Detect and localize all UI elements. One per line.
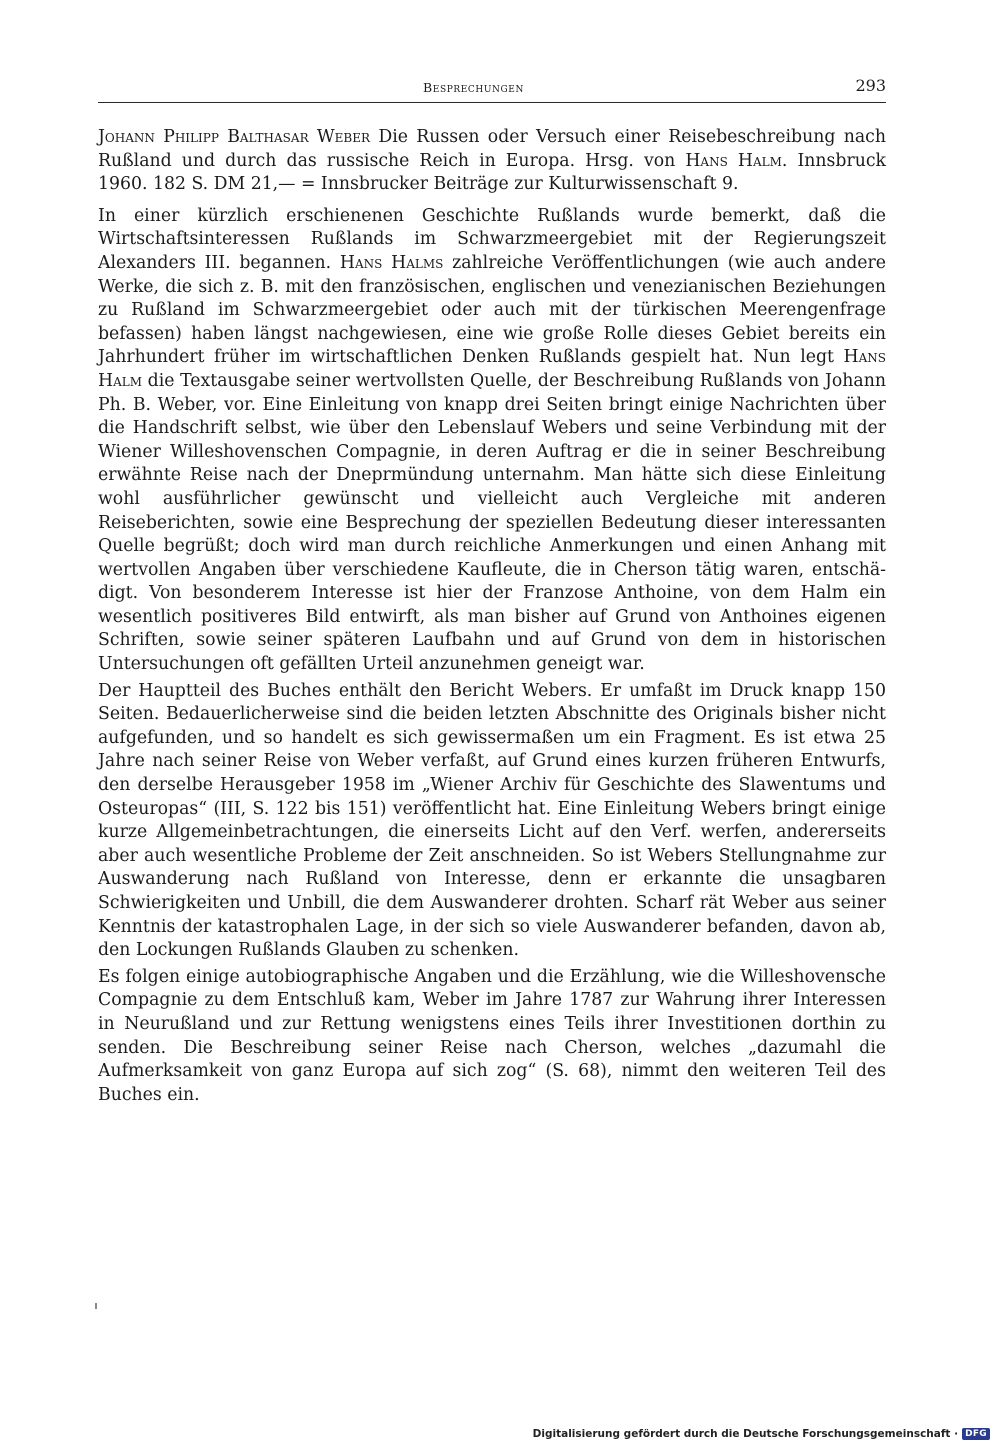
book-citation	[98, 126, 886, 197]
paragraph-1-name-1: Hans Halms	[339, 252, 444, 273]
citation-editor: Hans Halm	[685, 150, 782, 171]
page	[98, 72, 886, 1110]
paragraph-1-name-2: Hans Halm	[98, 347, 886, 391]
running-title: Besprechungen	[423, 80, 524, 95]
scan-speck	[95, 1303, 97, 1309]
paragraph-1	[98, 205, 886, 677]
dfg-logo-icon: DFG	[962, 1428, 990, 1440]
citation-text-1: Die Russen oder Versuch einer Reisebeschreibung nach Rußland und durch das russische Reich in Europa. Hrsg. von	[98, 127, 886, 171]
page-number: 293	[855, 76, 886, 95]
page-header	[98, 72, 886, 103]
paragraph-1-text-2: zahlreiche Veröffentlichungen (wie auch andere Werke, die sich z. B. mit den französischen, englischen und venezianischen Beziehungen zu Rußland im Schwarzmeergebiet oder auch mit der türkischen Meerengenfrage befassen) haben längst nachgewiesen, eine wie große Rolle dieses Gebiet bereits ein Jahrhundert früher im wirtschaftlichen Denken Rußlands gespielt hat. Nun legt	[98, 252, 886, 368]
citation-author: Johann Philipp Balthasar Weber	[98, 127, 371, 147]
paragraph-3: Es folgen einige autobiographische Angaben und die Erzählung, wie die Willeshovensche Compagnie zu dem Entschluß kam, Weber im Jahre 1787 zur Wahrung ihrer Interessen in Neurußland und zur Rettung wenigstens eines Teils ihrer Investitionen dorthin zu senden. Die Beschreibung seiner Reise nach Cherson, welches „dazumahl die Aufmerksamkeit von ganz Europa auf sich zog“ (S. 68), nimmt den weiteren Teil des Buches ein.	[98, 966, 886, 1105]
article-body	[98, 126, 886, 1107]
footer-text: Digitalisierung gefördert durch die Deutsche Forschungsgemeinschaft ·	[532, 1428, 959, 1440]
paragraph-1-text-1: In einer kürzlich erschienenen Geschichte Rußlands wurde bemerkt, daß die Wirtschaftsinteressen Rußlands im Schwarzmeergebiet mit der Regierungszeit Alexanders III. begannen.	[98, 205, 886, 273]
paragraph-2: Der Hauptteil des Buches enthält den Bericht Webers. Er umfaßt im Druck knapp 150 Seiten. Bedauerlicherweise sind die beiden letzten Abschnitte des Originals bisher nicht aufgefunden, und so handelt es sich gewissermaßen um ein Fragment. Es ist etwa 25 Jahre nach seiner Reise von Weber verfaßt, auf Grund eines kurzen früheren Entwurfs, den derselbe Herausgeber 1958 im „Wiener Archiv für Geschichte des Slawentums und Osteuropas“ (III, S. 122 bis 151) veröffentlicht hat. Eine Einleitung Webers bringt einige kurze Allgemeinbetrachtungen, die einerseits Licht auf den Verf. werfen, andererseits aber auch wesentliche Probleme der Zeit anschneiden. So ist Webers Stellungnahme zur Auswanderung nach Rußland von Interesse, denn er erkannte die unsagbaren Schwierigkeiten und Unbill, die dem Auswanderer drohten. Scharf rät Weber aus seiner Kenntnis der katastrophalen Lage, in der sich so viele Auswanderer befanden, davon ab, den Lockungen Rußlands Glauben zu schenken.	[98, 680, 886, 961]
paragraph-1-text-3: die Textausgabe seiner wertvollsten Quelle, der Beschreibung Rußlands von Johann Ph. B. Weber, vor. Eine Einleitung von knapp drei Seiten bringt einige Nachrichten über die Handschrift selbst, wie über den Lebenslauf Webers und seine Verbindung mit der Wiener Willeshovenschen Compagnie, in deren Auftrag er die in seiner Beschreibung erwähnte Reise nach der Dneprmündung unternahm. Man hätte sich diese Einleitung wohl ausführlicher gewünscht und vielleicht auch Vergleiche mit anderen Reiseberichten, sowie eine Besprechung der speziellen Bedeutung dieser interessanten Quelle begrüßt; doch wird man durch reichliche Anmerkungen und einen Anhang mit wertvollen Angaben über verschiedene Kaufleute, die in Cherson tätig waren, entschädigt. Von besonderem Interesse ist hier der Franzose Anthoine, von dem Halm ein wesentlich positiveres Bild entwirft, als man bisher auf Grund von Anthoines eigenen Schriften, sowie seiner späteren Laufbahn und auf Grund von dem in historischen Untersuchungen oft gefällten Urteil anzunehmen geneigt war.	[98, 370, 886, 675]
citation-text-2: . Innsbruck 1960. 182 S. DM 21,— = Innsbrucker Beiträge zur Kulturwissenschaft 9.	[98, 150, 886, 195]
digitization-footer	[533, 1428, 990, 1440]
